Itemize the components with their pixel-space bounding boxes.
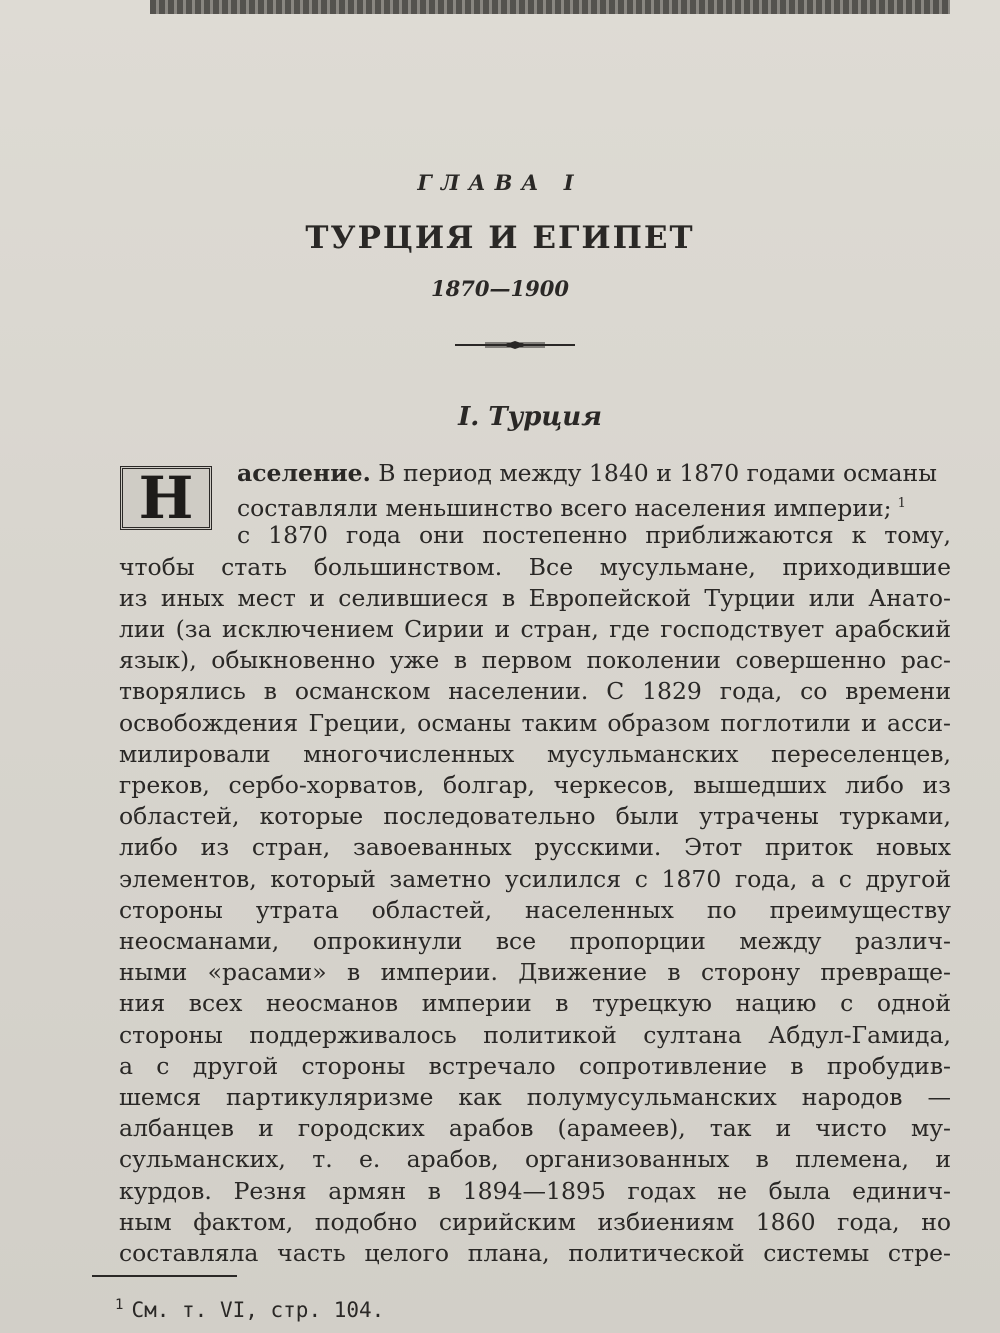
text-line: а с другой стороны встречало сопротивление в пробудив- — [119, 1051, 951, 1080]
text-line: элементов, который заметно усилился с 1870 года, а с другой — [119, 864, 951, 893]
chapter-label: ГЛАВА I — [417, 170, 583, 195]
footnote-mark: 1 — [115, 1297, 124, 1313]
text-line: греков, сербо-хорватов, болгар, черкесов, вышедших либо из — [119, 771, 951, 799]
text-line: чтобы стать большинством. Все мусульмане, приходившие — [119, 552, 951, 581]
text-line: либо из стран, завоеванных русскими. Этот приток новых — [119, 833, 951, 862]
drop-cap: Н — [120, 466, 212, 530]
text-line: шемся партикуляризме как полумусульманских народов — — [119, 1083, 951, 1111]
lead-word: аселение. — [237, 459, 371, 487]
top-decorative-border — [150, 0, 950, 14]
chapter-years: 1870—1900 — [431, 276, 569, 301]
text-line — [237, 488, 951, 523]
text-line: ным фактом, подобно сирийским избиениям 1860 года, но — [119, 1207, 951, 1236]
text-line: творялись в османском населении. С 1829 года, со времени — [119, 677, 951, 706]
text-line: язык), обыкновенно уже в первом поколении совершенно рас- — [119, 646, 951, 675]
text-line: лии (за исключением Сирии и стран, где господствует арабский — [119, 615, 951, 643]
text-line — [237, 457, 951, 489]
footnote-reference: 1 — [897, 496, 906, 512]
text-line: с 1870 года они постепенно приближаются к тому, — [237, 521, 951, 550]
text-line-content: составляли меньшинство всего населения империи; — [237, 494, 892, 523]
text-line: ными «расами» в империи. Движение в сторону превраще- — [119, 958, 951, 987]
footnote — [115, 1290, 384, 1320]
text-line: милировали многочисленных мусульманских переселенцев, — [119, 739, 951, 768]
ornament-divider-icon — [455, 340, 575, 350]
text-line: из иных мест и селившиеся в Европейской Турции или Анато- — [119, 583, 951, 612]
text-line: стороны утрата областей, населенных по преимуществу — [119, 895, 951, 924]
text-line: курдов. Резня армян в 1894—1895 годах не была единич- — [119, 1176, 951, 1205]
footnote-text: См. т. VI, стр. 104. — [131, 1298, 385, 1322]
chapter-title: ТУРЦИЯ И ЕГИПЕТ — [305, 220, 695, 256]
text-line: албанцев и городских арабов (арамеев), так и чисто му- — [119, 1114, 951, 1143]
section-title: I. Турция — [458, 402, 602, 432]
text-line: стороны поддерживалось политикой султана Абдул-Гамида, — [119, 1020, 951, 1049]
footnote-rule — [92, 1275, 237, 1277]
text-line: освобождения Греции, османы таким образом поглотили и асси- — [119, 708, 951, 737]
text-line-content: В период между 1840 и 1870 годами османы — [370, 459, 937, 487]
text-line: составляла часть целого плана, политической системы стре- — [119, 1239, 951, 1267]
text-line: сульманских, т. е. арабов, организованных в племена, и — [119, 1145, 951, 1174]
text-line: неосманами, опрокинули все пропорции между различ- — [119, 927, 951, 955]
text-line: ния всех неосманов империи в турецкую нацию с одной — [119, 989, 951, 1018]
text-line: областей, которые последовательно были утрачены турками, — [119, 802, 951, 831]
